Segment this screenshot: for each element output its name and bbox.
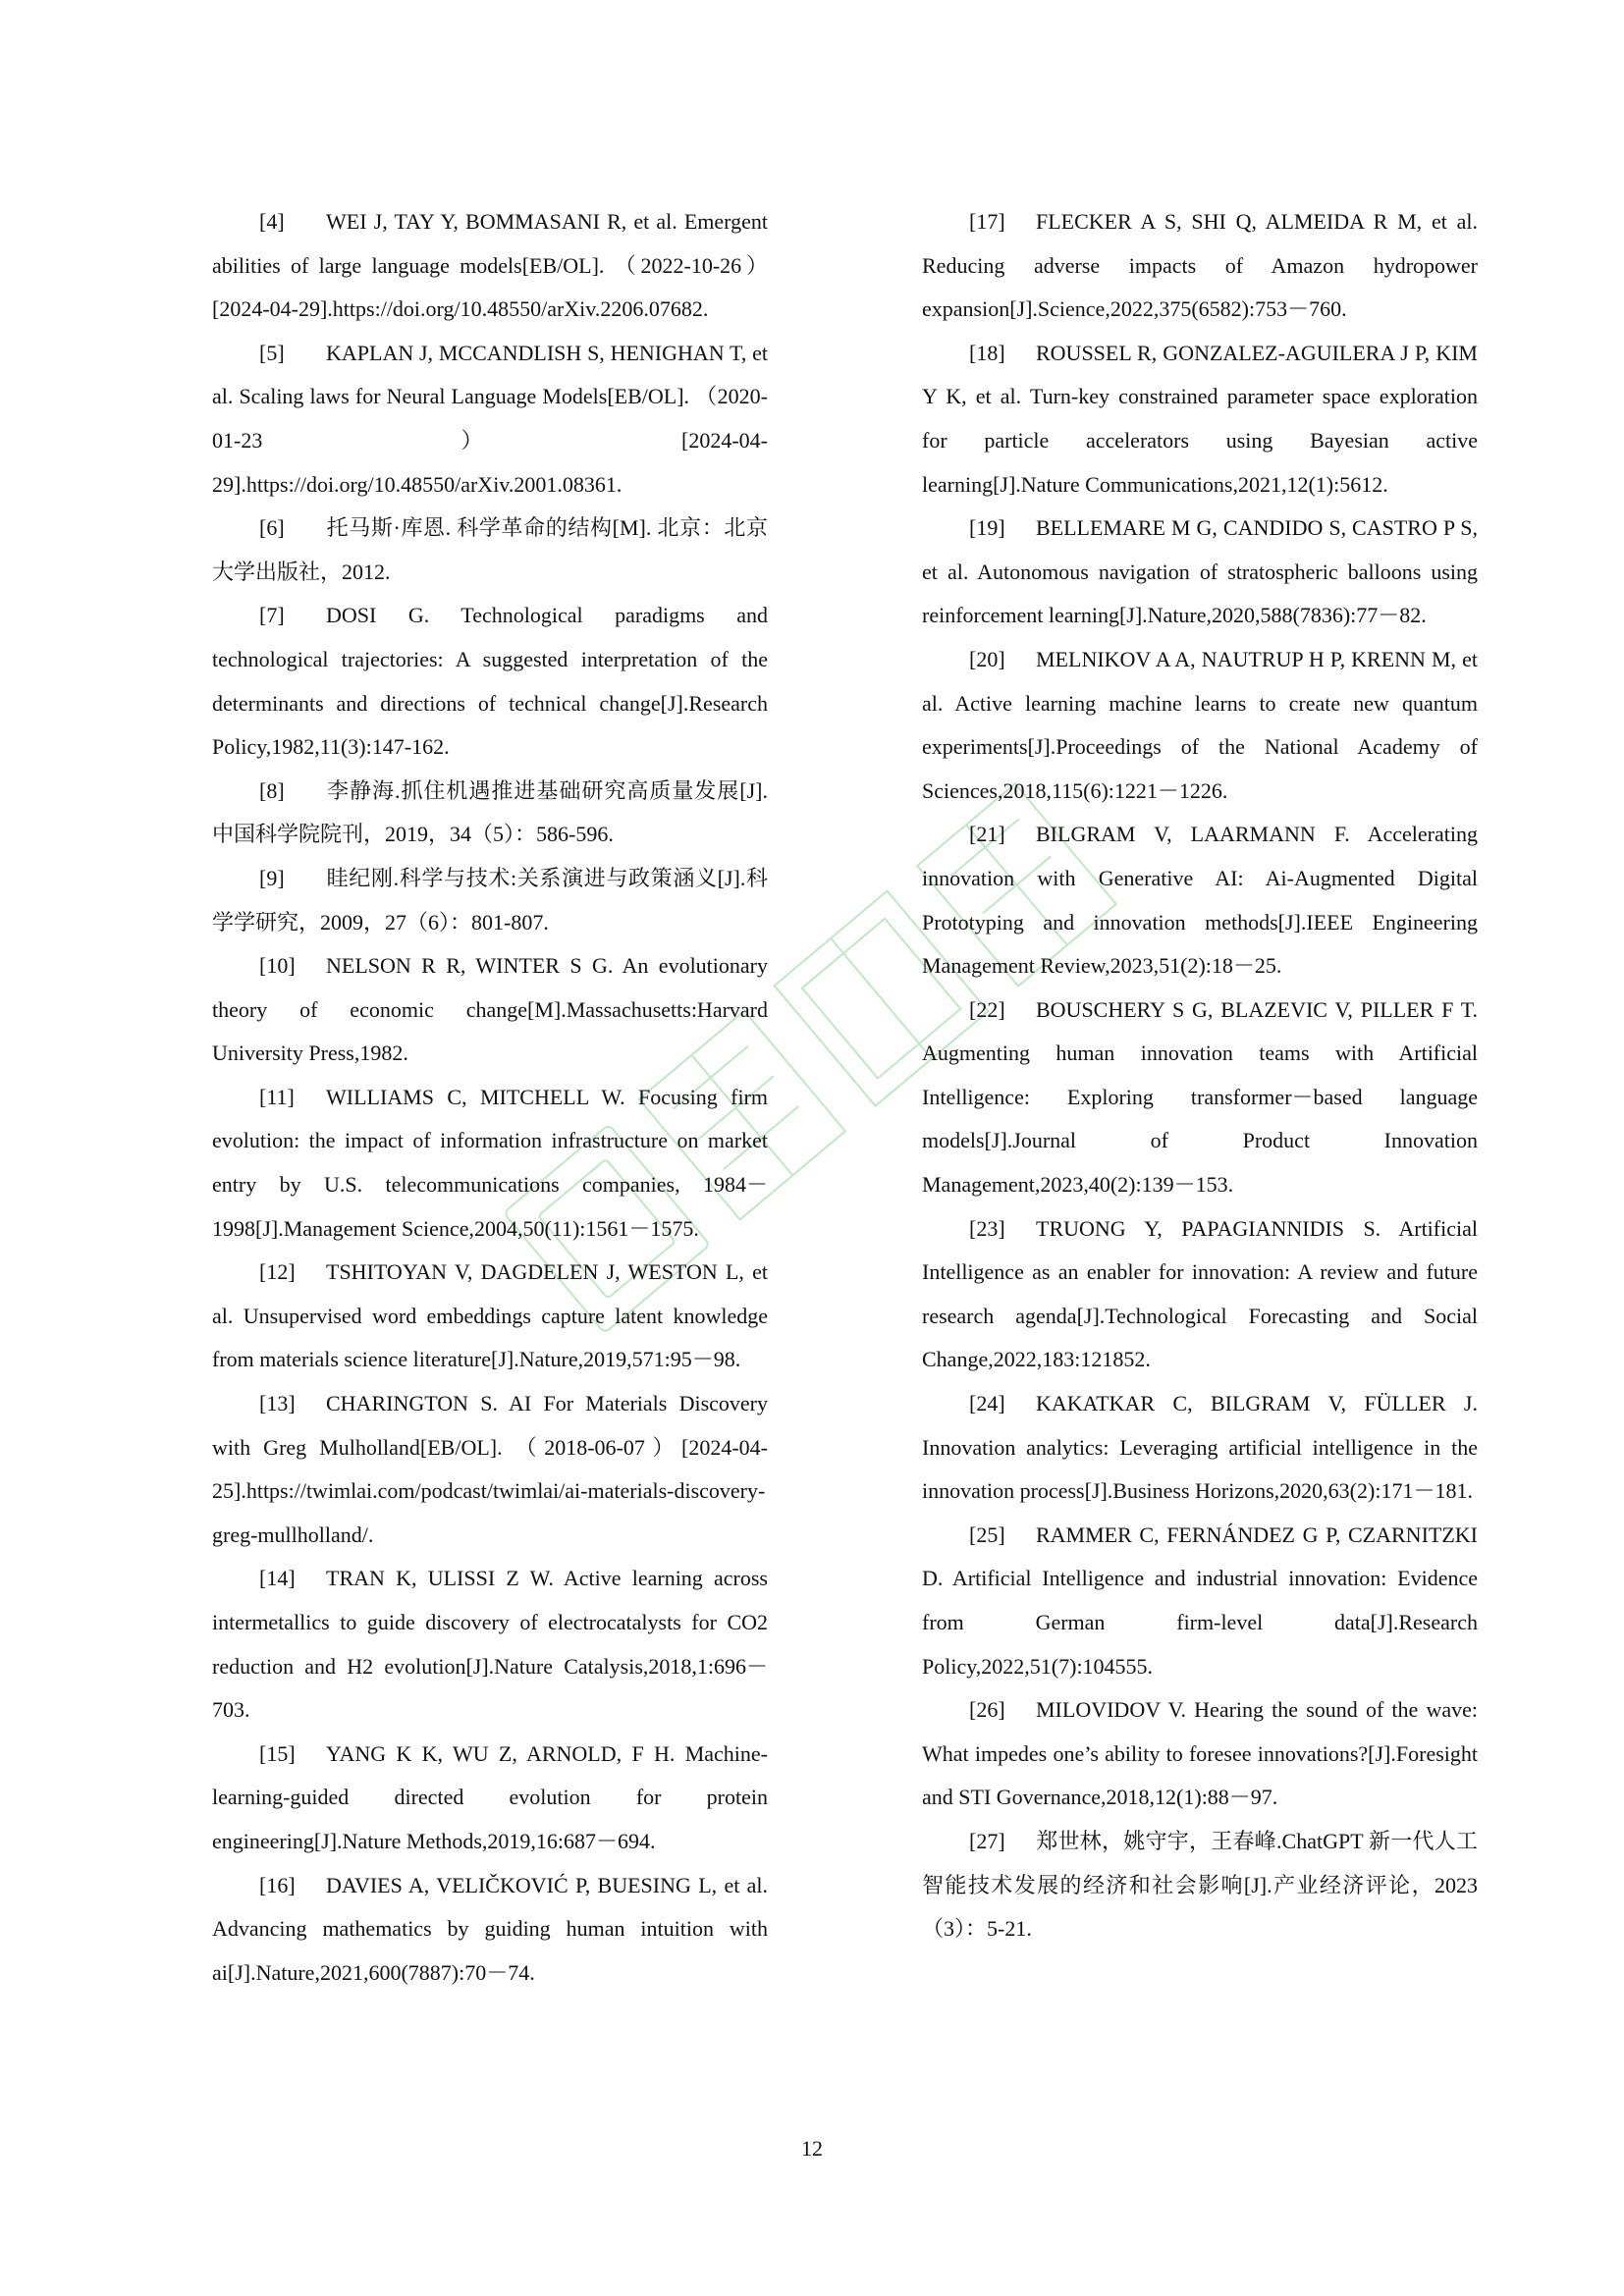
reference-entry — [212, 944, 768, 1076]
reference-text: CHARINGTON S. AI For Materials Discovery with Greg Mulholland[EB/OL]. （2018-06-07）[2024-04-25].https://twimlai.com/podcast/twimlai/ai-materials-discovery-greg-mullholland/. — [212, 1391, 768, 1547]
reference-text: NELSON R R, WINTER S G. An evolutionary theory of economic change[M].Massachusetts:Harvard University Press,1982. — [212, 953, 768, 1066]
reference-entry — [922, 1514, 1478, 1688]
reference-number: [17] — [969, 209, 1005, 234]
reference-text: 托马斯·库恩. 科学革命的结构[M]. 北京：北京大学出版社，2012. — [212, 515, 768, 584]
page-number: 12 — [801, 2136, 823, 2161]
reference-entry — [922, 507, 1478, 638]
reference-number: [12] — [259, 1259, 296, 1285]
reference-text: RAMMER C, FERNÁNDEZ G P, CZARNITZKI D. Artificial Intelligence and industrial innovation: Evidence from German firm-level data[J].Research Policy,2022,51(7):104555. — [922, 1522, 1478, 1679]
reference-entry — [922, 1688, 1478, 1820]
reference-number: [10] — [259, 953, 296, 979]
reference-entry — [922, 638, 1478, 813]
reference-number: [8] — [259, 777, 285, 803]
left-column — [212, 200, 768, 1995]
reference-number: [16] — [259, 1872, 296, 1897]
reference-entry — [212, 200, 768, 332]
reference-text: DOSI G. Technological paradigms and technological trajectories: A suggested interpretation of the determinants and directions of technical change[J].Research Policy,1982,11(3):147-162. — [212, 603, 768, 760]
reference-text: TRUONG Y, PAPAGIANNIDIS S. Artificial Intelligence as an enabler for innovation: A review and future research agenda[J].Technological Forecasting and Social Change,2022,183:121852. — [922, 1215, 1478, 1372]
reference-entry — [212, 1864, 768, 1996]
reference-text: KAKATKAR C, BILGRAM V, FÜLLER J. Innovation analytics: Leveraging artificial intelligence in the innovation process[J].Business Horizons,2020,63(2):171－181. — [922, 1391, 1478, 1504]
reference-text: MILOVIDOV V. Hearing the sound of the wave: What impedes one’s ability to foresee innovations?[J].Foresight and STI Governance,2018,12(1):88－97. — [922, 1697, 1478, 1810]
reference-entry — [212, 770, 768, 857]
reference-entry — [212, 594, 768, 769]
reference-text: WILLIAMS C, MITCHELL W. Focusing firm evolution: the impact of information infrastructure on market entry by U.S. telecommunications companies, 1984－1998[J].Management Science,2004,50(11):1561－1575. — [212, 1084, 768, 1241]
reference-number: [15] — [259, 1740, 296, 1766]
reference-entry — [922, 1382, 1478, 1514]
reference-number: [26] — [969, 1697, 1005, 1723]
reference-text: MELNIKOV A A, NAUTRUP H P, KRENN M, et al. Active learning machine learns to create new quantum experiments[J].Proceedings of the National Academy of Sciences,2018,115(6):1221－1226. — [922, 646, 1478, 803]
reference-entry — [922, 1820, 1478, 1951]
reference-text: KAPLAN J, MCCANDLISH S, HENIGHAN T, et al. Scaling laws for Neural Language Models[EB/OL]. （2020-01-23）[2024-04-29].https://doi.org/10.48550/arXiv.2001.08361. — [212, 340, 768, 497]
reference-text: 眭纪刚.科学与技术:关系演进与政策涵义[J].科学学研究，2009，27（6）：801-807. — [212, 865, 768, 934]
reference-number: [9] — [259, 865, 285, 890]
right-column — [922, 200, 1478, 1951]
reference-entry — [212, 857, 768, 944]
reference-number: [5] — [259, 340, 285, 365]
reference-text: TRAN K, ULISSI Z W. Active learning across intermetallics to guide discovery of electrocatalysts for CO2 reduction and H2 evolution[J].Nature Catalysis,2018,1:696－703. — [212, 1566, 768, 1723]
reference-number: [21] — [969, 822, 1005, 847]
reference-number: [18] — [969, 340, 1005, 365]
reference-text: 郑世林，姚守宇，王春峰.ChatGPT 新一代人工智能技术发展的经济和社会影响[J].产业经济评论，2023（3）：5-21. — [922, 1828, 1478, 1942]
reference-number: [4] — [259, 209, 285, 234]
reference-text: BELLEMARE M G, CANDIDO S, CASTRO P S, et al. Autonomous navigation of stratospheric balloons using reinforcement learning[J].Nature,2020,588(7836):77－82. — [922, 515, 1478, 628]
reference-number: [14] — [259, 1566, 296, 1591]
reference-number: [6] — [259, 515, 285, 541]
reference-entry — [922, 200, 1478, 332]
reference-number: [24] — [969, 1391, 1005, 1416]
reference-entry — [922, 813, 1478, 988]
reference-entry — [212, 507, 768, 594]
reference-text: BOUSCHERY S G, BLAZEVIC V, PILLER F T. Augmenting human innovation teams with Artificial Intelligence: Exploring transformer－based language models[J].Journal of Product Innovation Management,2023,40(2):139－153. — [922, 996, 1478, 1198]
reference-number: [25] — [969, 1522, 1005, 1547]
reference-text: WEI J, TAY Y, BOMMASANI R, et al. Emergent abilities of large language models[EB/OL]. （2022-10-26）[2024-04-29].https://doi.org/10.48550/arXiv.2206.07682. — [212, 209, 768, 322]
reference-number: [11] — [259, 1084, 295, 1109]
reference-number: [19] — [969, 515, 1005, 541]
reference-text: TSHITOYAN V, DAGDELEN J, WESTON L, et al. Unsupervised word embeddings capture latent knowledge from materials science literature[J].Nature,2019,571:95－98. — [212, 1259, 768, 1372]
reference-number: [23] — [969, 1215, 1005, 1241]
reference-number: [13] — [259, 1391, 296, 1416]
reference-text: DAVIES A, VELIČKOVIĆ P, BUESING L, et al. Advancing mathematics by guiding human intuition with ai[J].Nature,2021,600(7887):70－74. — [212, 1872, 768, 1985]
reference-entry — [212, 1382, 768, 1557]
reference-number: [27] — [969, 1828, 1005, 1853]
reference-entry — [922, 332, 1478, 507]
reference-entry — [212, 332, 768, 507]
reference-text: YANG K K, WU Z, ARNOLD, F H. Machine-learning-guided directed evolution for protein engineering[J].Nature Methods,2019,16:687－694. — [212, 1740, 768, 1853]
reference-entry — [922, 988, 1478, 1207]
reference-entry — [922, 1207, 1478, 1382]
reference-text: 李静海.抓住机遇推进基础研究高质量发展[J].中国科学院院刊，2019，34（5）：586-596. — [212, 777, 768, 847]
reference-text: FLECKER A S, SHI Q, ALMEIDA R M, et al. Reducing adverse impacts of Amazon hydropower expansion[J].Science,2022,375(6582):753－760. — [922, 209, 1478, 322]
reference-entry — [212, 1733, 768, 1864]
reference-number: [22] — [969, 996, 1005, 1022]
reference-text: ROUSSEL R, GONZALEZ-AGUILERA J P, KIM Y K, et al. Turn-key constrained parameter space exploration for particle accelerators using Bayesian active learning[J].Nature Communications,2021,12(1):5612. — [922, 340, 1478, 497]
reference-entry — [212, 1557, 768, 1732]
reference-number: [20] — [969, 646, 1005, 671]
reference-text: BILGRAM V, LAARMANN F. Accelerating innovation with Generative AI: Ai-Augmented Digital Prototyping and innovation methods[J].IEEE Engineering Management Review,2023,51(2):18－25. — [922, 822, 1478, 979]
reference-entry — [212, 1251, 768, 1382]
reference-entry — [212, 1076, 768, 1251]
reference-number: [7] — [259, 603, 285, 628]
